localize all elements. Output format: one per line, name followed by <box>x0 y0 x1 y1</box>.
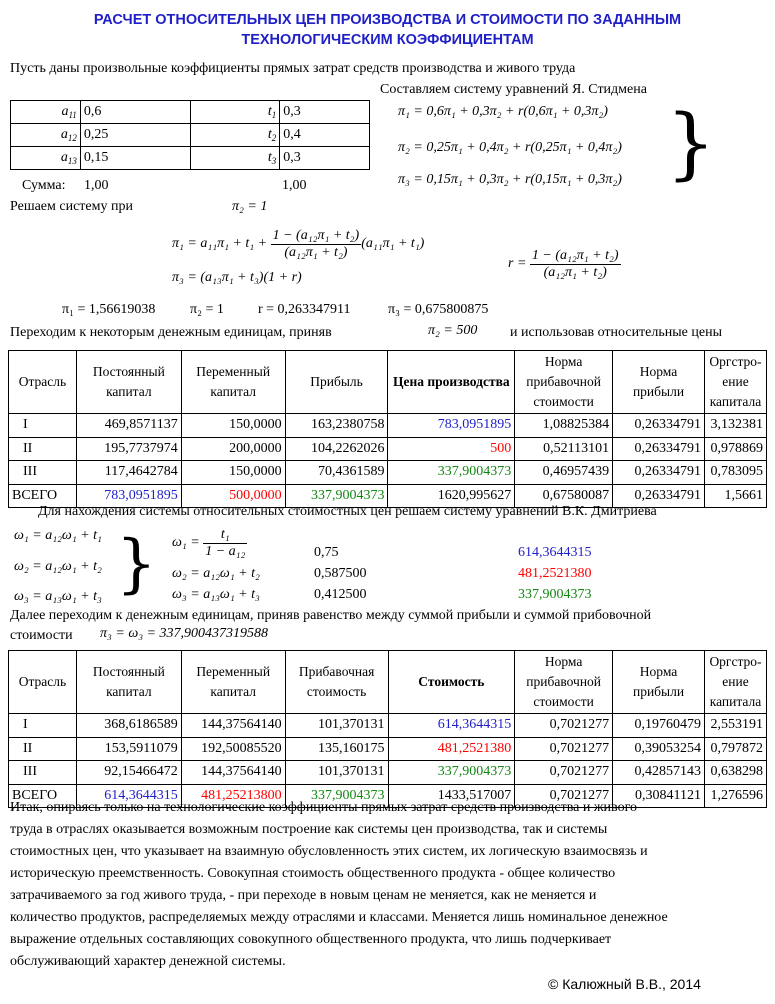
dmitriev-brace: } <box>116 527 157 601</box>
title-line-2: ТЕХНОЛОГИЧЕСКИМ КОЭФФИЦИЕНТАМ <box>241 32 534 48</box>
omega3-formula: ω₃ = a₁₃ω₁ + t₃ <box>172 587 260 602</box>
page-title <box>0 10 775 50</box>
sum-t: 1,00 <box>282 178 307 193</box>
conclusion-line: Итак, опираясь только на технологические коэффициенты прямых затрат средств производства и живого <box>10 800 637 815</box>
result-pi3: π₃ = 0,675800875 <box>388 302 489 317</box>
omega-rel-3: 0,412500 <box>314 587 367 602</box>
coef-a-label <box>11 101 81 124</box>
stidmen-brace: } <box>666 99 716 189</box>
dmitriev-eq-3: ω₃ = a₁₃ω₁ + t₃ <box>14 589 102 604</box>
table-cell: 0,783095 <box>704 461 766 485</box>
table-row <box>9 414 767 438</box>
r-fraction-num: 1 − (a₁₂π₁ + t₂) <box>531 247 619 263</box>
coef-row <box>11 124 370 147</box>
further-line-2a: стоимости <box>10 628 73 643</box>
column-header: Оргстро-ение капитала <box>704 651 766 714</box>
table-cell: 3,132381 <box>704 414 766 438</box>
table-cell: 469,8571137 <box>76 414 181 438</box>
table-cell: 2,553191 <box>704 714 766 738</box>
table-cell: 0,67580087 <box>515 484 613 508</box>
table-cell: 150,0000 <box>181 461 285 485</box>
table-cell: 101,370131 <box>285 714 388 738</box>
title-line-1: РАСЧЕТ ОТНОСИТЕЛЬНЫХ ЦЕН ПРОИЗВОДСТВА И СТОИМОСТИ ПО ЗАДАННЫМ <box>93 12 682 28</box>
table-cell: 1433,517007 <box>388 784 515 808</box>
coef-a-name: a <box>61 104 69 119</box>
omega-rel-1: 0,75 <box>314 545 339 560</box>
table-cell: 0,797872 <box>704 737 766 761</box>
table-cell: 0,7021277 <box>515 737 613 761</box>
column-header: Отрасль <box>9 351 77 414</box>
conclusion-paragraph <box>10 797 765 973</box>
sum-label: Сумма: <box>22 178 66 193</box>
column-header: Прибавочная стоимость <box>285 651 388 714</box>
r-fraction-den: (a₁₂π₁ + t₂) <box>543 264 607 280</box>
result-pi2: π₂ = 1 <box>190 302 224 317</box>
coef-a-value: 0,15 <box>80 147 190 170</box>
table-cell: 0,26334791 <box>613 414 705 438</box>
table-cell: 481,25213800 <box>181 784 285 808</box>
table-cell: II <box>9 437 77 461</box>
table-cell: 0,978869 <box>704 437 766 461</box>
r-formula-lhs: r = <box>508 256 527 271</box>
conclusion-line: стоимостных цен, что указывает на взаимную обусловленность этих систем, их логическую взаимосвязь и <box>10 844 648 859</box>
conclusion-line: обслуживающий характер денежной системы. <box>10 954 286 969</box>
column-header: Стоимость <box>388 651 515 714</box>
table-cell: 783,0951895 <box>76 484 181 508</box>
table-cell: 153,5911079 <box>76 737 181 761</box>
coef-t-sub: 3 <box>271 156 277 166</box>
coef-a-value: 0,25 <box>80 124 190 147</box>
omega1-lhs: ω₁ = <box>172 535 200 550</box>
table-row <box>9 714 767 738</box>
omega2-formula: ω₂ = a₁₂ω₁ + t₂ <box>172 566 260 581</box>
money-condition: π₂ = 500 <box>428 323 478 338</box>
dmitriev-label: Для нахождения системы относительных стоимостных цен решаем систему уравнений В.К. Дмитриева <box>38 504 657 519</box>
table-cell: 1,276596 <box>704 784 766 808</box>
table-cell: 200,0000 <box>181 437 285 461</box>
table-cell: 783,0951895 <box>388 414 515 438</box>
coef-t-name: t <box>267 127 272 142</box>
column-header: Переменный капитал <box>181 351 285 414</box>
r-formula <box>508 242 621 286</box>
solve-condition: π₂ = 1 <box>232 199 268 214</box>
column-header: Переменный капитал <box>181 651 285 714</box>
column-header: Постоянный капитал <box>76 651 181 714</box>
coefficient-table <box>10 100 370 170</box>
table-cell: 1,5661 <box>704 484 766 508</box>
table-cell: 0,42857143 <box>613 761 705 785</box>
table-cell: III <box>9 461 77 485</box>
table-row <box>9 737 767 761</box>
table-cell: 0,19760479 <box>613 714 705 738</box>
pi1-formula-tail: (a₁₁π₁ + t₁) <box>361 236 425 251</box>
column-header: Цена производства <box>388 351 515 414</box>
column-header: Норма прибавочной стоимости <box>515 651 613 714</box>
table-cell: 135,160175 <box>285 737 388 761</box>
table-cell: 0,26334791 <box>613 461 705 485</box>
table-cell: 481,2521380 <box>388 737 515 761</box>
table-cell: 0,39053254 <box>613 737 705 761</box>
coef-t-name: t <box>267 104 272 119</box>
coef-t-label <box>190 124 280 147</box>
table-cell: 500 <box>388 437 515 461</box>
table-cell: 144,37564140 <box>181 714 285 738</box>
table-row <box>9 437 767 461</box>
table-cell: 0,7021277 <box>515 761 613 785</box>
omega1-den: 1 − a₁₂ <box>205 543 246 559</box>
table-cell: I <box>9 714 77 738</box>
coef-a-label <box>11 147 81 170</box>
solve-label: Решаем систему при <box>10 199 133 214</box>
table-cell: 144,37564140 <box>181 761 285 785</box>
coef-t-value: 0,4 <box>280 124 370 147</box>
pi1-formula <box>172 222 424 266</box>
column-header: Постоянный капитал <box>76 351 181 414</box>
production-price-table <box>8 350 767 508</box>
column-header: Отрасль <box>9 651 77 714</box>
coef-a-sub: 11 <box>68 110 77 120</box>
table-cell: 0,52113101 <box>515 437 613 461</box>
dmitriev-eq-2: ω₂ = a₁₂ω₁ + t₂ <box>14 559 102 574</box>
omega1-fraction <box>203 527 247 560</box>
stidmen-eq-2: π₂ = 0,25π₁ + 0,4π₂ + r(0,25π₁ + 0,4π₂) <box>398 140 622 155</box>
table-cell: III <box>9 761 77 785</box>
omega-money-3: 337,9004373 <box>518 587 592 602</box>
coef-a-sub: 13 <box>67 156 77 166</box>
table-cell: 337,9004373 <box>285 484 388 508</box>
table-header-row <box>9 351 767 414</box>
intro-text: Пусть даны произвольные коэффициенты прямых затрат средств производства и живого труда <box>10 61 576 76</box>
column-header: Норма прибыли <box>613 351 705 414</box>
dmitriev-eq-1: ω₁ = a₁₂ω₁ + t₁ <box>14 528 102 543</box>
table-cell: 150,0000 <box>181 414 285 438</box>
table-row <box>9 761 767 785</box>
table-cell: 195,7737974 <box>76 437 181 461</box>
table-cell: 614,3644315 <box>76 784 181 808</box>
table-cell: 104,2262026 <box>285 437 388 461</box>
table-cell: 0,638298 <box>704 761 766 785</box>
coef-t-value: 0,3 <box>280 101 370 124</box>
table-cell: ВСЕГО <box>9 784 77 808</box>
coef-a-label <box>11 124 81 147</box>
omega-money-2: 481,2521380 <box>518 566 592 581</box>
stidmen-eq-1: π₁ = 0,6π₁ + 0,3π₂ + r(0,6π₁ + 0,3π₂) <box>398 104 608 119</box>
stidmen-eq-3: π₃ = 0,15π₁ + 0,3π₂ + r(0,15π₁ + 0,3π₂) <box>398 172 622 187</box>
table-cell: 0,46957439 <box>515 461 613 485</box>
table-cell: 0,26334791 <box>613 484 705 508</box>
table-cell: 163,2380758 <box>285 414 388 438</box>
value-price-table <box>8 650 767 808</box>
pi1-fraction <box>271 228 362 261</box>
coef-t-name: t <box>267 150 272 165</box>
table-cell: I <box>9 414 77 438</box>
coef-a-sub: 12 <box>67 133 77 143</box>
coef-t-label <box>190 147 280 170</box>
column-header: Норма прибыли <box>613 651 705 714</box>
table-row <box>9 461 767 485</box>
column-header: Прибыль <box>285 351 388 414</box>
table-cell: 0,7021277 <box>515 714 613 738</box>
table-cell: 368,6186589 <box>76 714 181 738</box>
conclusion-line: затрачиваемого за год живого труда, - при переходе в новым ценам не меняется, как не меняется и <box>10 888 597 903</box>
coef-a-name: a <box>60 127 68 142</box>
pi3-formula: π₃ = (a₁₃π₁ + t₃)(1 + r) <box>172 270 302 285</box>
result-pi1: π₁ = 1,56619038 <box>62 302 156 317</box>
table-cell: 1620,995627 <box>388 484 515 508</box>
table-cell: 0,30841121 <box>613 784 705 808</box>
table-cell: 0,7021277 <box>515 784 613 808</box>
conclusion-line: количество продуктов, распределяемых между отраслями и классами. Меняется лишь номинальное денежное <box>10 910 668 925</box>
coef-row <box>11 147 370 170</box>
conclusion-line: выражение отдельных составляющих совокупного общественного продукта, что лишь подчеркивает <box>10 932 612 947</box>
coef-t-sub: 1 <box>271 110 277 120</box>
conclusion-line: историческую преемственность. Совокупная стоимость общественного продукта - общее количество <box>10 866 616 881</box>
table-cell: 614,3644315 <box>388 714 515 738</box>
table-cell: 192,50085520 <box>181 737 285 761</box>
table-cell: 0,26334791 <box>613 437 705 461</box>
coef-t-value: 0,3 <box>280 147 370 170</box>
table-cell: 337,9004373 <box>388 461 515 485</box>
pi1-formula-lhs: π₁ = a₁₁π₁ + t₁ + <box>172 236 268 251</box>
stidmen-label: Составляем систему уравнений Я. Стидмена <box>380 82 647 97</box>
coef-t-label <box>190 101 280 124</box>
column-header: Норма прибавочной стоимости <box>515 351 613 414</box>
column-header: Оргстро-ение капитала <box>704 351 766 414</box>
conclusion-line: труда в отраслях оказывается возможным построение как системы цен производства, так и системы <box>10 822 608 837</box>
coef-a-value: 0,6 <box>80 101 190 124</box>
omega1-formula <box>172 524 247 562</box>
table-cell: ВСЕГО <box>9 484 77 508</box>
omega-rel-2: 0,587500 <box>314 566 367 581</box>
further-line-2b: π₃ = ω₃ = 337,900437319588 <box>100 626 269 641</box>
coef-t-sub: 2 <box>271 133 277 143</box>
table-cell: 1,08825384 <box>515 414 613 438</box>
pi1-fraction-num: 1 − (a₁₂π₁ + t₂) <box>272 227 360 243</box>
table-cell: 92,15466472 <box>76 761 181 785</box>
coef-a-name: a <box>60 150 68 165</box>
table-cell: 500,0000 <box>181 484 285 508</box>
table-cell: 101,370131 <box>285 761 388 785</box>
table-cell: 117,4642784 <box>76 461 181 485</box>
table-cell: 337,9004373 <box>388 761 515 785</box>
omega1-num: t₁ <box>203 527 247 544</box>
table-header-row <box>9 651 767 714</box>
sum-a: 1,00 <box>84 178 109 193</box>
omega-money-1: 614,3644315 <box>518 545 592 560</box>
r-fraction <box>530 248 621 281</box>
further-line-1: Далее переходим к денежным единицам, приняв равенство между суммой прибыли и суммой прибовочной <box>10 608 652 623</box>
coef-row <box>11 101 370 124</box>
money-tail: и использовав относительные цены <box>510 325 722 340</box>
copyright: © Калюжный В.В., 2014 <box>548 976 701 992</box>
table-cell: 70,4361589 <box>285 461 388 485</box>
table-cell: II <box>9 737 77 761</box>
result-r: r = 0,263347911 <box>258 302 351 317</box>
money-label: Переходим к некоторым денежным единицам, приняв <box>10 325 332 340</box>
table-cell: 337,9004373 <box>285 784 388 808</box>
pi1-fraction-den: (a₁₂π₁ + t₂) <box>284 244 348 260</box>
